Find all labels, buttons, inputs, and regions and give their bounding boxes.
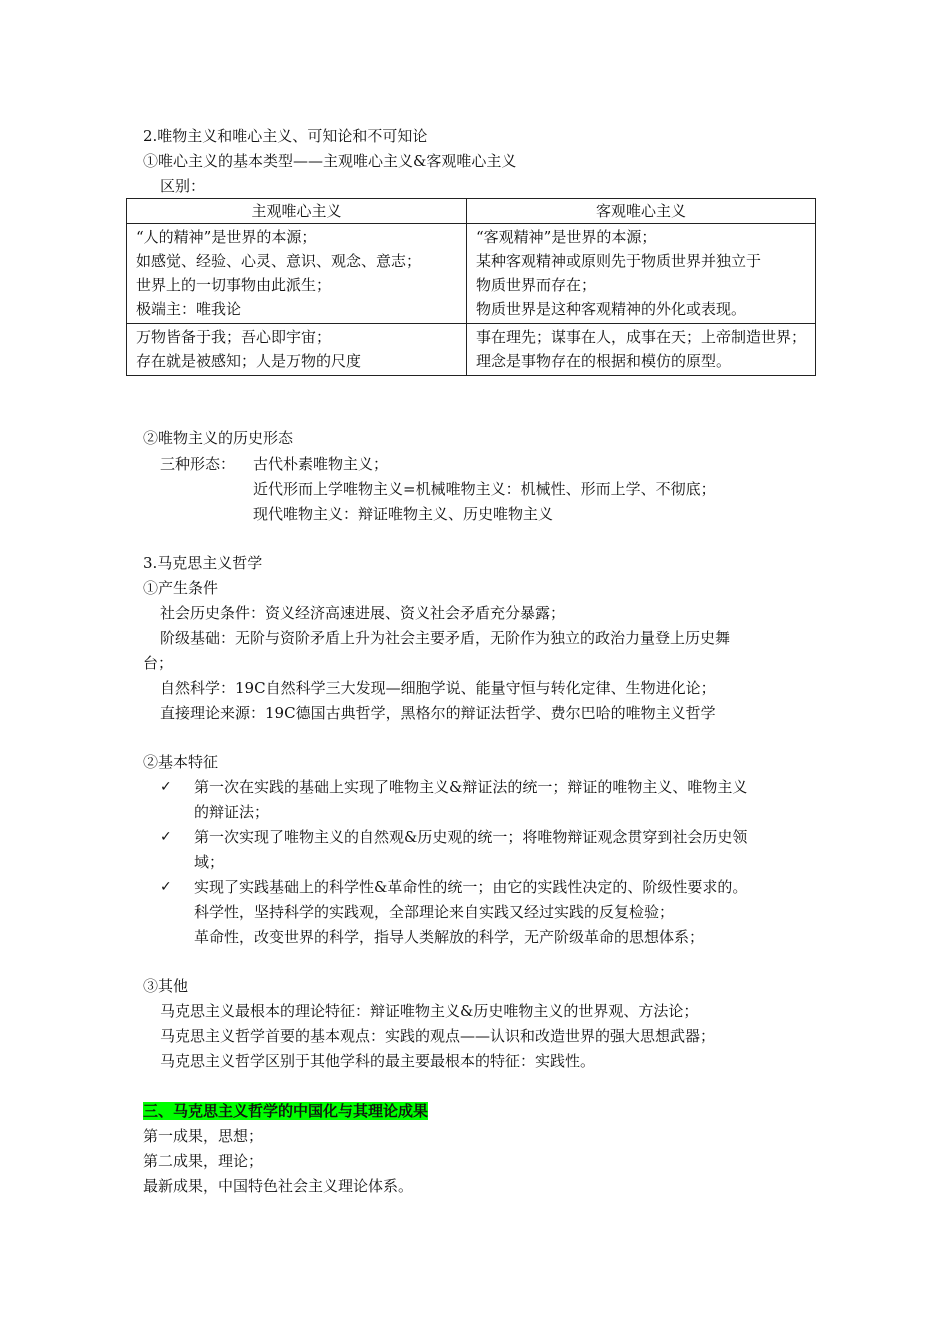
cell-line: 存在就是被感知；人是万物的尺度: [136, 352, 362, 370]
difference-label: 区别：: [160, 177, 206, 195]
objective-examples-cell: [467, 324, 816, 376]
condition-item-continued: 台；: [143, 654, 174, 672]
condition-item: 直接理论来源：19C德国古典哲学，黑格尔的辩证法哲学、费尔巴哈的唯物主义哲学: [160, 704, 716, 722]
feature-line: 革命性，改变世界的科学，指导人类解放的科学，无产阶级革命的思想体系；: [194, 928, 705, 946]
checkmark-icon: ✓: [160, 879, 172, 895]
condition-item: 自然科学：19C自然科学三大发现—细胞学说、能量守恒与转化定律、生物进化论；: [160, 679, 716, 697]
condition-item: 社会历史条件：资义经济高速进展、资义社会矛盾充分暴露；: [160, 604, 566, 622]
cell-line: 世界上的一切事物由此派生；: [136, 276, 332, 294]
cell-line: 万物皆备于我；吾心即宇宙；: [136, 328, 332, 346]
idealism-types-heading: ①唯心主义的基本类型——主观唯心主义&客观唯心主义: [143, 152, 517, 170]
feature-list-item: [160, 825, 810, 875]
feature-line: 第一次实现了唯物主义的自然观&历史观的统一；将唯物辩证观念贯穿到社会历史领: [194, 828, 748, 846]
achievement-item: 最新成果，中国特色社会主义理论体系。: [143, 1177, 414, 1195]
feature-list-item: [160, 875, 810, 950]
objective-definition-cell: [467, 224, 816, 324]
cell-line: 如感觉、经验、心灵、意识、观念、意志；: [136, 252, 422, 270]
subjective-definition-cell: [127, 224, 467, 324]
cell-line: “客观精神”是世界的本源；: [476, 228, 657, 246]
feature-line: 域；: [194, 853, 225, 871]
subjective-examples-cell: [127, 324, 467, 376]
table-row: [127, 324, 816, 376]
feature-line: 第一次在实践的基础上实现了唯物主义&辩证法的统一；辩证的唯物主义、唯物主义: [194, 778, 748, 796]
cell-line: 某种客观精神或原则先于物质世界并独立于: [476, 252, 762, 270]
materialism-forms-heading: ②唯物主义的历史形态: [143, 429, 294, 447]
checkmark-icon: ✓: [160, 829, 172, 845]
checkmark-icon: ✓: [160, 779, 172, 795]
form-item: 近代形而上学唯物主义=机械唯物主义：机械性、形而上学、不彻底；: [253, 480, 716, 498]
table-row: [127, 224, 816, 324]
highlighted-heading: 三、马克思主义哲学的中国化与其理论成果: [143, 1102, 429, 1120]
feature-line: 的辩证法；: [194, 803, 270, 821]
section-2-heading: 2.唯物主义和唯心主义、可知论和不可知论: [143, 127, 428, 145]
section-three-heading: [143, 1099, 428, 1124]
feature-line: 科学性，坚持科学的实践观，全部理论来自实践又经过实践的反复检验；: [194, 903, 675, 921]
feature-list-item: [160, 775, 810, 825]
cell-line: 物质世界是这种客观精神的外化或表现。: [476, 300, 747, 318]
features-heading: ②基本特征: [143, 753, 219, 771]
feature-line: 实现了实践基础上的科学性&革命性的统一；由它的实践性决定的、阶级性要求的。: [194, 878, 748, 896]
form-item: 古代朴素唯物主义；: [253, 455, 389, 473]
conditions-heading: ①产生条件: [143, 579, 219, 597]
achievement-item: 第二成果，理论；: [143, 1152, 264, 1170]
header-objective-idealism: 客观唯心主义: [467, 199, 816, 224]
section-3-heading: 3.马克思主义哲学: [143, 554, 263, 572]
other-item: 马克思主义最根本的理论特征：辩证唯物主义&历史唯物主义的世界观、方法论；: [160, 1002, 699, 1020]
cell-line: “人的精神”是世界的本源；: [136, 228, 317, 246]
achievement-item: 第一成果，思想；: [143, 1127, 264, 1145]
idealism-comparison-table: [126, 198, 816, 376]
other-item: 马克思主义哲学首要的基本观点：实践的观点——认识和改造世界的强大思想武器；: [160, 1027, 716, 1045]
form-item: 现代唯物主义：辩证唯物主义、历史唯物主义: [253, 505, 554, 523]
three-forms-label: 三种形态：: [160, 455, 236, 473]
other-item: 马克思主义哲学区别于其他学科的最主要最根本的特征：实践性。: [160, 1052, 596, 1070]
condition-item: 阶级基础：无阶与资阶矛盾上升为社会主要矛盾，无阶作为独立的政治力量登上历史舞: [160, 629, 731, 647]
cell-line: 物质世界而存在；: [476, 276, 597, 294]
cell-paragraph: 事在理先；谋事在人，成事在天；上帝制造世界；理念是事物存在的根据和模仿的原型。: [476, 328, 807, 370]
header-subjective-idealism: 主观唯心主义: [127, 199, 467, 224]
cell-line: 极端主：唯我论: [136, 300, 242, 318]
table-header-row: [127, 199, 816, 224]
others-heading: ③其他: [143, 977, 189, 995]
